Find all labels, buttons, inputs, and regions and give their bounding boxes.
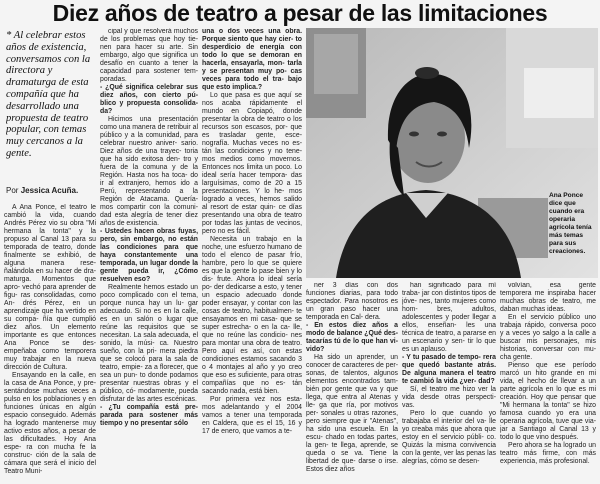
body-paragraph: Necesita un trabajo en la noche, une esfuerzo humano de todo el elenco de pasar frío, hambre, pero lo que se quiere es que la gente lo pase bien y lo dis- frute. Ahora lo ideal sería po- der dedicarse a esto, y tener un espacio adecuado donde poder ensayar, y contar con las cosas de teatro, habitualmen- te ensayamos en mi casa- que se super estrecha- o en la ca- lle, que no reúne las condicio- nes para montar una obra de teatro. Pero aquí es así, con estas condiciones estamos sacando 3 o 4 montajes al año y yo creo que eso es suficiente, para otras compañías que no es- tán sacando nada, está bien. [202,236,302,395]
interview-question: una o dos veces una obra. Porque siento que hay cier- to desperdicio de energía con todo lo que se demoran en hacerla, ensayarla, mon- tarla y se presentan muy po- cas veces para todo el tra- bajo que esto implica.? [202,28,302,91]
interview-question: - En estos diez años a modo de balance ¿Qué des- tacarías tú de lo que han vi- vido? [306,322,398,353]
body-paragraph: Realmente hemos estado un poco complicado con el tema, porque nunca hay un lu- gar adecuado. Si no es en la calle, es en un salón o lugar que reúne las requisitos que se necesitan. La sala adecuada, el sonido, la músi- ca. Nuestro sueño, con la pri- mera piedra que se colocó para la sala de teatro, empie- za a florecer, que sea un pun- to donde podamos presentar nuestras obras y el público, có- modamente, pueda disfrutar de las artes escénicas. [100,284,198,403]
column-6 [500,282,596,484]
column-5 [402,282,496,484]
column-3 [202,28,302,484]
body-paragraph: Lo que pasa es que aquí se nos acaba rápidamente el mundo en Copiapó, donde presentar la obra de teatro o los recursos son escasos, por- que es trasladar gente, esce- nografía. Muchas veces no es- tán las condiciones y no tene- mos medios como movernos. Entonces nos limita un poco. Lo ideal sería hacer tempora- das larguísimas, como de 20 a 15 presentaciones. Y lo he- mos logrado a veces, hemos salido al resort de estar quin- ce días presentando una obra de teatro por todas las juntas de vecinos, pero no es fácil. [202,92,302,235]
column-2 [100,28,198,484]
body-paragraph: A Ana Ponce, el teatro le cambió la vida, cuando Andrés Pérez vio su obra "Mi hermana la tonta" y la propuso al Canal 13 para su temporada de teatro, donde finalmente se exhibió, de alguna manera rese- ñalándola en su hacer de dra- maturga. Momentos que apro- vechó para aprender de figu- ras consolidadas, como An- drés Pérez, en un aprendizaje que ha vertido en su compa- ñía que cumplió diez años. Un elemento importante es que entonces Ana Ponce se des- empeñaba como temporera muy trabajar en la nueva dirección de Cultura. [4,204,96,371]
interview-question: - ¿Tu compañía está pre- parada para sostener más tiempo y no presentar sólo [100,404,198,427]
body-paragraph: volvían, esa gente temporera me inspiraba hacer muchas obras de teatro, me daban muchas ideas. [500,282,596,313]
interview-question: - ¿Qué significa celebrar sus diez años, con cierto pú- blico y propuesta consolida- da? [100,84,198,115]
body-paragraph: Ensayando en la calle, en la casa de Ana Ponce, y pre- sentándose muchas veces a pulso en los poblaciones y en funciones únicas en algún espacio conseguido. Además ha logrado mantenerse muy activo estos años, a pesar de las dificultades. Hoy Ana espe- ra con mucha fe la construc- ción de la sala de cámara que será el inicio del Teatro Muni- [4,372,96,475]
column-4 [306,282,398,484]
byline-author: Jessica Acuña. [20,186,79,195]
byline-prefix: Por [6,186,19,195]
body-paragraph: ner 3 días con dos funciones diarias, para todo espectador. Para nosotros es un gran paso hacer una temporada en Cal- dera. [306,282,398,321]
body-paragraph: Pienso que ese período marcó un hito grande en mi vida, el hecho de llevar a un parte agrícola en lo que es mi creación. Hoy que pensar que "Mi hermana la tonta" se hizo famosa cuando yo era una operaria agrícola, tuve que via- jar a Santiago al Canal 13 y todo lo que vino después. [500,362,596,441]
body-paragraph: han significado para mí traba- jar con distintos tipos de jóve- nes, tanto mujeres como hom- bres, adultos, adolescentes y poder llegar a ellos, enseñan- les una técnica de teatro, a pararse en un escenario y sen- tir lo que es un aplauso. [402,282,496,353]
body-paragraph: Pero ahora se ha logrado un teatro más firme, con más experiencia, más profesional. [500,442,596,465]
body-paragraph: Hicimos una presentación como una manera de retribuir al público y a la comunidad, para celebrar nuestro aniver- sario. Diez años de una trayec- toria que ha sido exitosa den- tro y fuera de la comuna y de la Región. Hasta nos ha toca- do ir al extranjero, hemos ido a Perú, representando a la Región de Atacama. Quería- mos compartir con la comuni- dad esta alegría de tener diez años de existencia. [100,116,198,227]
body-paragraph: Por primera vez nos esta- mos adelantando y el 2004 vamos a tener una temporada en Caldera, que es el 15, 16 y 17 de enero, que vamos a te- [202,396,302,435]
body-paragraph: Ha sido un aprender, un conocer de caracteres de per- sonas, de talentos, algunos elementos encontrados tam- bién por gente que va y que llega, que entra al Atenas y lle- ga que ría, por motivos per- sonales u otras razones, pero siempre que ir "Atenas", ha sido una escuela. En la escu- chado en todas partes, la gen- te llega, aprende, se queda o se va. Tiene la libertad de que- darse o irse. Estos diez años [306,354,398,473]
body-paragraph: En el servicio público uno trabaja rápido, conversa poco y a veces yo salgo a la calle a buscar mis personajes, mis historias, conversar con mu- cha gente. [500,314,596,361]
interview-question: - Y tu pasado de tempo- rera que quedó bastante atrás. De alguna manera el teatro te cambió la vida ¿ver- dad? [402,354,496,385]
body-paragraph: Pero lo que cuando yo trabajaba el interior del va- lle yo creaba más que ahora que estoy en el servicio públi- co. Quizás la misma convivencia con la gente, ver las penas las alegrías, cómo se desen- [402,410,496,465]
body-paragraph: Sí, el teatro me hizo ver la vida desde otras perspecti- vas. [402,386,496,409]
intro-deck: * Al celebrar estos años de existencia, conversamos con la directora y dramaturga de esta compañía que ha desarrollado una propuesta de teatro popular, con temas muy cercanos a la gente. [6,30,91,159]
photo-caption: Ana Ponce dice que cuando era operaria agrícola tenía más temas para sus creaciones. [549,192,592,255]
headline: Diez años de teatro a pesar de las limitaciones [52,0,548,26]
interview-question: - Ustedes hacen obras fuyas, pero, sin embargo, no están las condiciones para que haya constantemente una temporada, un lugar donde la gente pueda ir, ¿Cómo resuelven eso? [100,228,198,283]
body-paragraph: cipal y que resolverá muchos de los problemas que hoy tie- nen para hacer su arte. Sin embargo, algo que significa un desafío en cuanto a tener la capacidad para sostener tem- poradas. [100,28,198,83]
column-1 [4,204,96,484]
byline [6,186,98,198]
